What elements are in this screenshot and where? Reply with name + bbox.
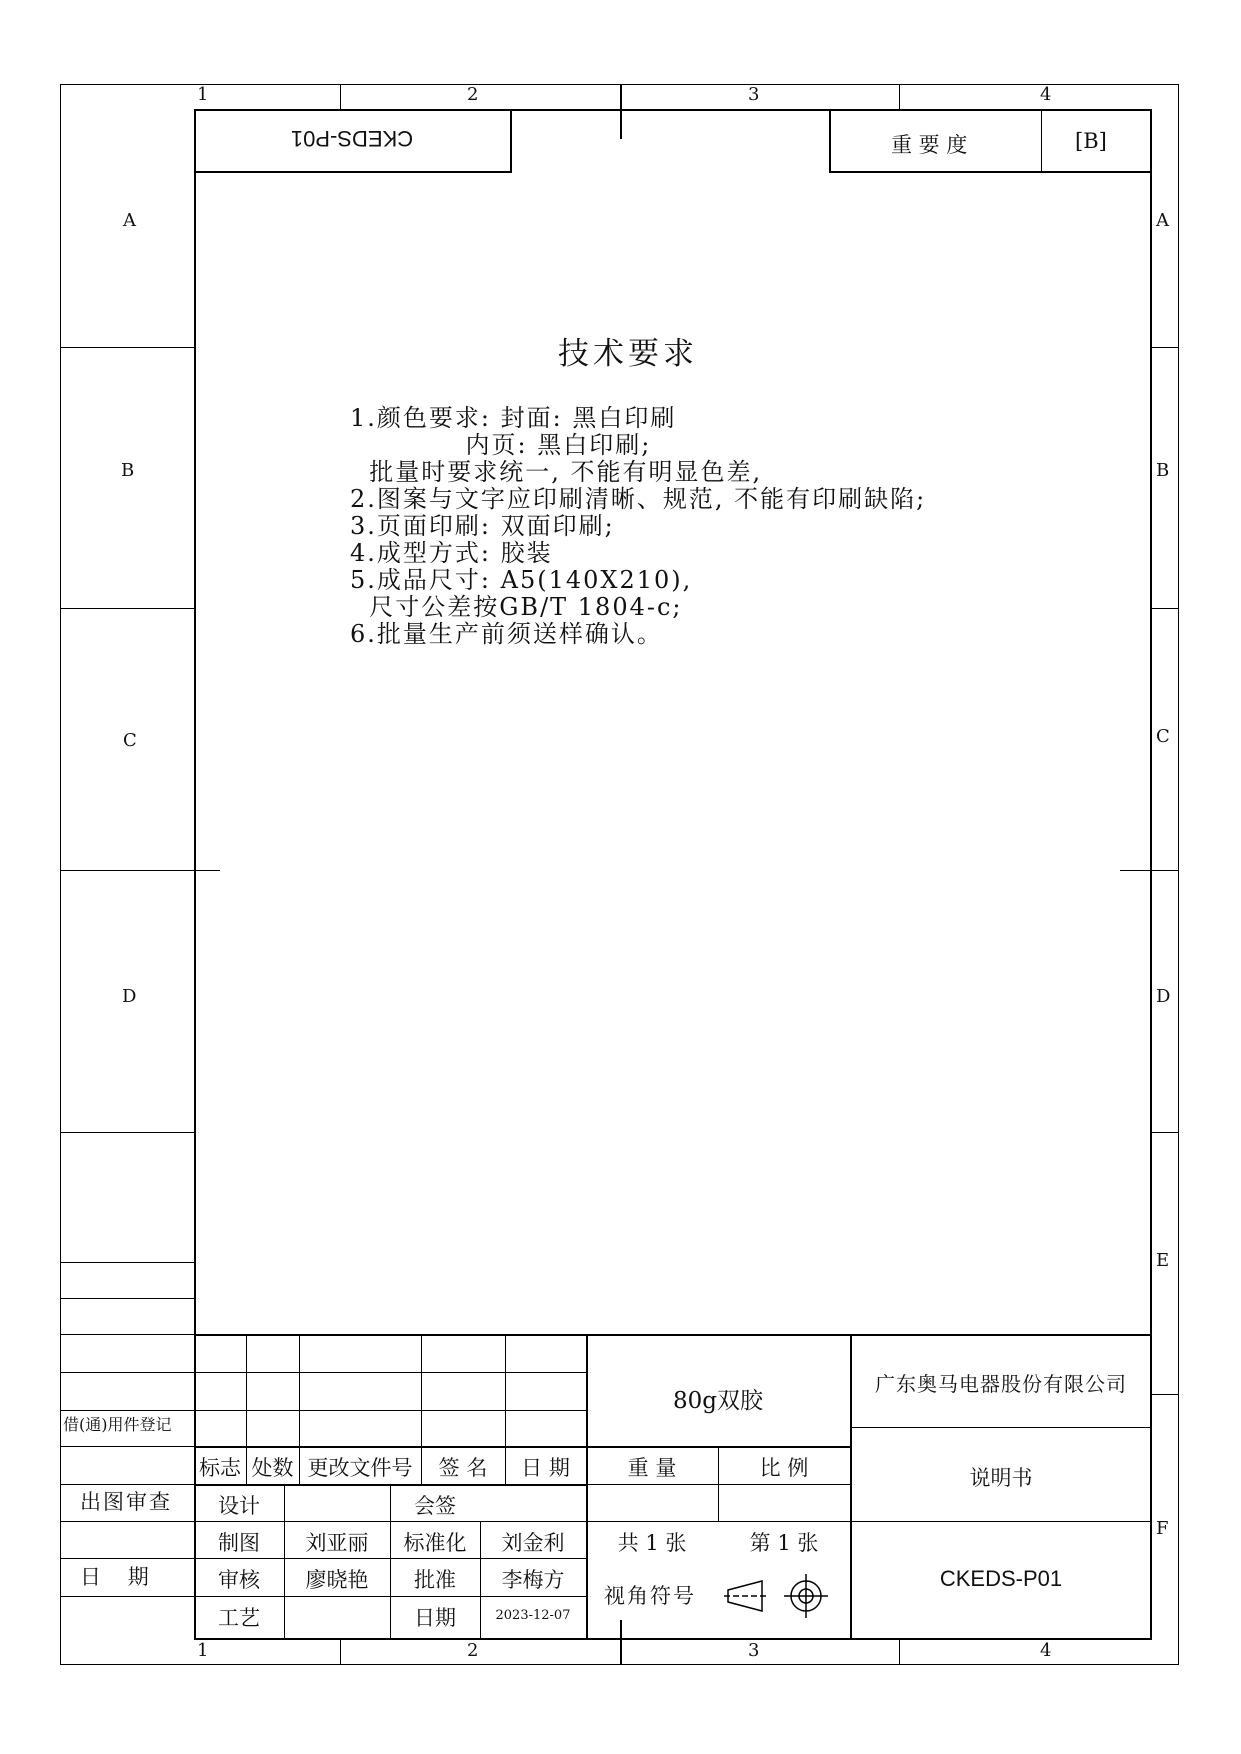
row-label-c-left: C xyxy=(123,730,137,751)
column-label-3-bottom: 3 xyxy=(748,1640,760,1661)
drawing-number-rotated: CKEDS-P01 xyxy=(290,126,414,151)
requirement-line: 1.颜色要求: 封面: 黑白印刷 xyxy=(350,404,677,432)
importance-box xyxy=(829,109,1152,173)
row-label-b-left: B xyxy=(121,460,135,481)
company-name: 广东奥马电器股份有限公司 xyxy=(875,1372,1127,1396)
check-label: 审核 xyxy=(218,1568,260,1592)
column-label-2-bottom: 2 xyxy=(467,1640,479,1661)
approve-label: 批准 xyxy=(414,1568,456,1592)
column-label-3-top: 3 xyxy=(748,84,760,105)
row-label-b-right: B xyxy=(1156,460,1170,481)
requirement-line: 尺寸公差按GB/T 1804-c; xyxy=(350,593,683,621)
rev-header-document: 更改文件号 xyxy=(307,1456,413,1480)
row-label-c-right: C xyxy=(1156,726,1170,747)
rev-header-date: 日 期 xyxy=(521,1456,570,1480)
process-label: 工艺 xyxy=(218,1606,260,1630)
scale-label: 比 例 xyxy=(759,1456,809,1480)
requirement-line: 3.页面印刷: 双面印刷; xyxy=(350,512,615,540)
drawn-label: 制图 xyxy=(218,1531,260,1555)
sheets-total: 共 1 张 xyxy=(617,1531,687,1555)
checked-by: 廖晓艳 xyxy=(305,1568,369,1592)
rev-header-count: 处数 xyxy=(251,1456,294,1480)
row-label-a-left: A xyxy=(123,210,136,231)
registration-label: 借(通)用件登记 xyxy=(63,1415,172,1434)
row-label-d-left: D xyxy=(122,986,137,1007)
requirement-line: 批量时要求统一, 不能有明显色差, xyxy=(350,458,763,486)
requirement-line: 5.成品尺寸: A5(140X210), xyxy=(350,566,693,594)
date-value: 2023-12-07 xyxy=(495,1608,571,1623)
column-label-2-top: 2 xyxy=(467,84,479,105)
requirement-line: 4.成型方式: 胶装 xyxy=(350,539,553,567)
side-date-label: 日 期 xyxy=(80,1565,149,1589)
date-label: 日期 xyxy=(414,1606,456,1630)
row-label-d-right: D xyxy=(1156,986,1171,1007)
sheet-number: 第 1 张 xyxy=(749,1531,819,1555)
standardization-by: 刘金利 xyxy=(501,1531,565,1555)
drawing-number: CKEDS-P01 xyxy=(939,1566,1063,1591)
column-label-4-top: 4 xyxy=(1040,84,1052,105)
countersign-label: 会签 xyxy=(414,1494,456,1518)
weight-label: 重 量 xyxy=(627,1456,677,1480)
requirement-line: 内页: 黑白印刷; xyxy=(350,431,652,459)
drawing-number-box-rotated xyxy=(194,109,512,173)
column-label-4-bottom: 4 xyxy=(1040,1640,1052,1661)
importance-value: [B] xyxy=(1075,129,1107,153)
column-label-1-bottom: 1 xyxy=(197,1640,209,1661)
approved-by: 李梅方 xyxy=(501,1568,565,1592)
technical-requirements-title: 技术要求 xyxy=(558,336,698,372)
row-label-a-right: A xyxy=(1156,210,1169,231)
rev-header-signature: 签 名 xyxy=(438,1456,488,1480)
requirement-line: 6.批量生产前须送样确认。 xyxy=(350,620,663,648)
column-label-1-top: 1 xyxy=(197,84,209,105)
rev-header-mark: 标志 xyxy=(199,1456,241,1480)
projection-label: 视角符号 xyxy=(604,1584,696,1608)
standardization-label: 标准化 xyxy=(403,1531,467,1555)
design-label: 设计 xyxy=(218,1494,260,1518)
document-name: 说明书 xyxy=(969,1466,1033,1490)
row-label-e-right: E xyxy=(1156,1250,1170,1271)
drawing-review-label: 出图审查 xyxy=(80,1490,172,1514)
drawn-by: 刘亚丽 xyxy=(305,1531,369,1555)
row-label-f-right: F xyxy=(1156,1518,1169,1539)
requirement-line: 2.图案与文字应印刷清晰、规范, 不能有印刷缺陷; xyxy=(350,485,927,513)
projection-symbol-icon xyxy=(724,1571,834,1621)
material-label: 80g双胶 xyxy=(673,1388,763,1414)
importance-label: 重 要 度 xyxy=(891,133,968,157)
